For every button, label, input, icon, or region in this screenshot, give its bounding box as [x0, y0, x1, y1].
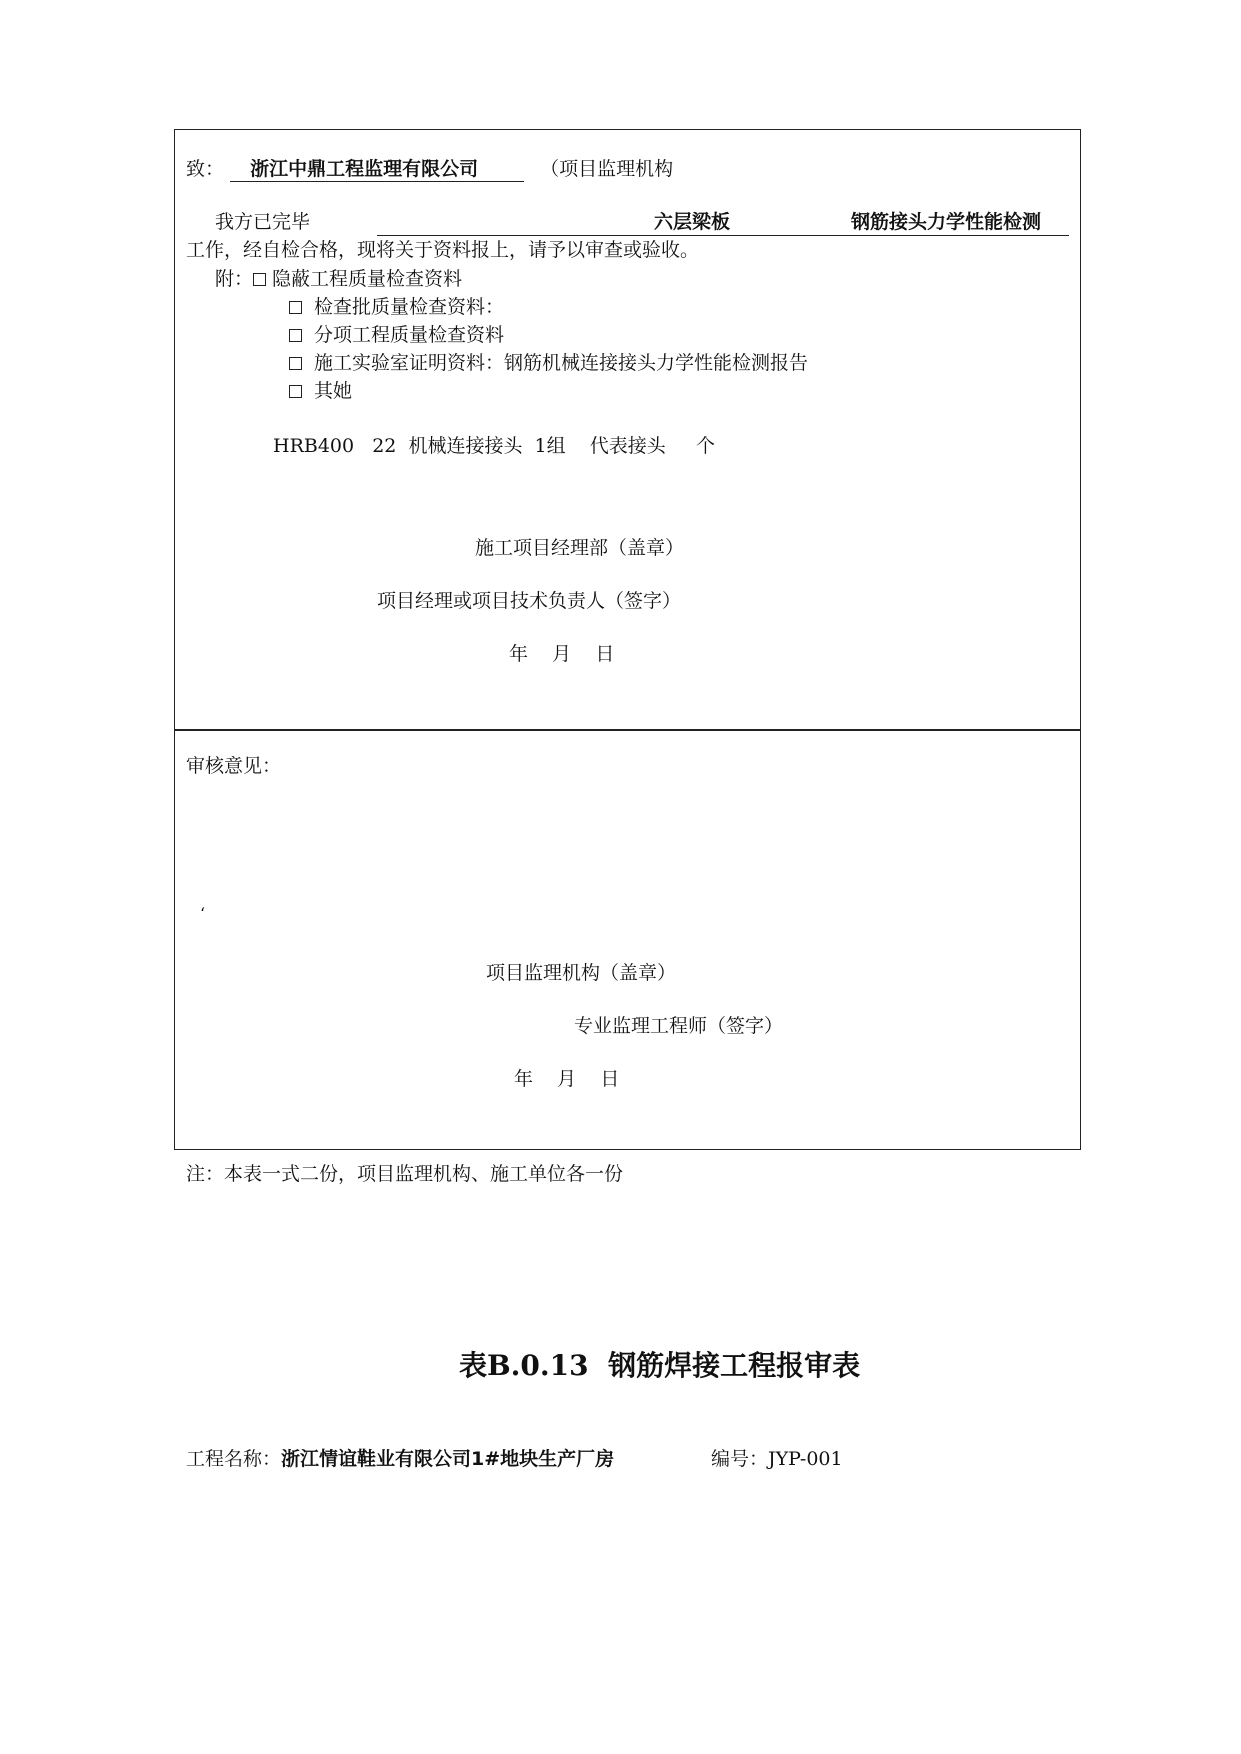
checkbox[interactable] [253, 273, 266, 286]
attach-label: 附： [215, 268, 254, 290]
stray-mark: ‘ [200, 904, 206, 923]
footnote: 注：本表一式二份，项目监理机构、施工单位各一份 [186, 1163, 624, 1185]
to-line [186, 160, 673, 182]
contractor-signer: 项目经理或项目技术负责人（签字） [377, 590, 682, 612]
checkbox[interactable] [289, 357, 302, 370]
completed-prefix: 我方已完毕 [215, 211, 311, 233]
checkbox[interactable] [289, 385, 302, 398]
project-name: 浙江情谊鞋业有限公司1#地块生产厂房 [281, 1448, 615, 1470]
opinion-label: 审核意见： [186, 755, 282, 777]
attachment-row-2 [289, 298, 504, 317]
checkbox[interactable] [289, 329, 302, 342]
attachment-label: 检查批质量检查资料： [314, 296, 505, 318]
supervisor-stamp: 项目监理机构（盖章） [486, 962, 677, 984]
attachment-row-1 [215, 270, 462, 289]
contractor-stamp: 施工项目经理部（盖章） [475, 537, 685, 559]
supervisor-signer: 专业监理工程师（签字） [574, 1015, 784, 1037]
attachment-label: 施工实验室证明资料：钢筋机械连接接头力学性能检测报告 [314, 352, 809, 374]
spec-line: HRB400 22 机械连接接头 1组 代表接头 个 [273, 435, 716, 457]
review-section [174, 729, 1081, 1150]
project-label: 工程名称： [186, 1448, 282, 1470]
attachment-label: 其她 [314, 380, 353, 402]
completed-item-2: 钢筋接头力学性能检测 [851, 211, 1042, 233]
supervisor-date: 年 月 日 [514, 1068, 620, 1090]
contractor-date: 年 月 日 [509, 643, 615, 665]
attachment-row-4 [289, 354, 808, 373]
to-company: 浙江中鼎工程监理有限公司 [230, 160, 524, 182]
completed-item-1: 六层梁板 [654, 211, 731, 233]
form-title: 表B.0.13 钢筋焊接工程报审表 [459, 1349, 861, 1382]
attachment-label: 隐蔽工程质量检查资料 [272, 268, 463, 290]
attachment-row-3 [289, 326, 504, 345]
to-suffix: （项目监理机构 [540, 158, 674, 180]
to-label: 致： [186, 158, 225, 180]
project-line [186, 1450, 614, 1469]
code-value: JYP-001 [768, 1448, 843, 1470]
code-line [711, 1450, 843, 1469]
checkbox[interactable] [289, 301, 302, 314]
attachment-row-5 [289, 382, 352, 401]
completed-line-2: 工作，经自检合格，现将关于资料报上，请予以审查或验收。 [186, 239, 700, 261]
attachment-label: 分项工程质量检查资料 [314, 324, 505, 346]
code-label: 编号： [711, 1448, 769, 1470]
